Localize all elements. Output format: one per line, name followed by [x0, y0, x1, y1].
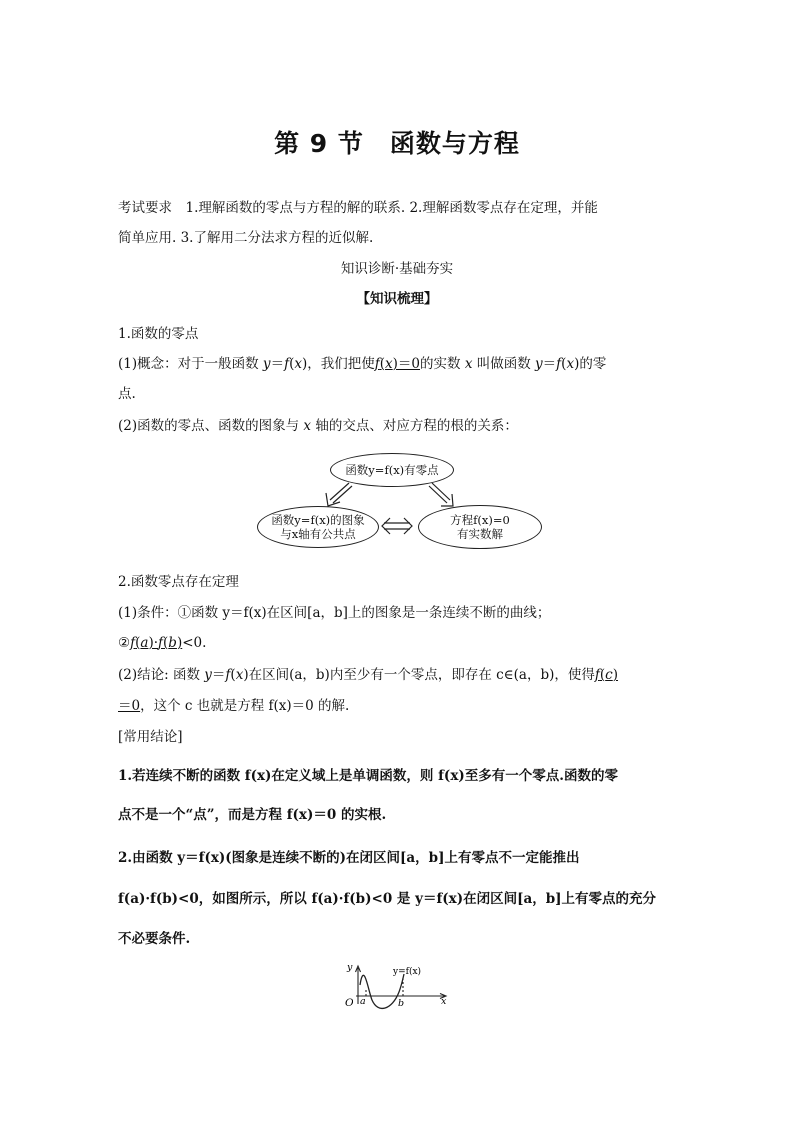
graph-x-label: x — [441, 996, 447, 1007]
item1-heading: 1.函数的零点 — [118, 326, 199, 342]
item2-conclusion-line-1: (2)结论: 函数 y＝f(x)在区间(a，b)内至少有一个零点，即存在 c∈(a，b)，使得f(c) — [118, 667, 619, 683]
item1-relation-line: (2)函数的零点、函数的图象与 x 轴的交点、对应方程的根的关系： — [118, 418, 518, 434]
diagram-left-text-1: 函数y=f(x)的图象 — [271, 513, 365, 527]
conclusion-1-line-1: 1.若连续不断的函数 f(x)在定义域上是单调函数，则 f(x)至多有一个零点.函数的零 — [118, 768, 618, 784]
graph-origin-label: O — [345, 997, 354, 1009]
item2-condition-line-2: ②f(a)·f(b)<0. — [118, 635, 207, 651]
item1-concept-line-2: 点. — [118, 386, 136, 402]
requirements-line-2: 简单应用. 3.了解用二分法求方程的近似解. — [118, 230, 374, 246]
item2-conclusion-line-2: ＝0，这个 c 也就是方程 f(x)＝0 的解. — [118, 698, 350, 714]
diagram-right-text-1: 方程f(x)=0 — [450, 513, 510, 527]
conclusion-2-line-2: f(a)·f(b)<0，如图所示，所以 f(a)·f(b)<0 是 y＝f(x)在闭区间[a，b]上有零点的充分 — [118, 891, 657, 907]
conclusion-1-line-2: 点不是一个“点”，而是方程 f(x)＝0 的实根. — [118, 807, 387, 823]
graph-curve-label: y=f(x) — [393, 967, 422, 977]
section-heading: 知识诊断·基础夯实 — [340, 261, 454, 277]
conclusions-heading: [常用结论] — [118, 729, 183, 745]
diagram-top-text: 函数y=f(x)有零点 — [345, 463, 439, 477]
item2-condition-line-1: (1)条件：①函数 y＝f(x)在区间[a，b]上的图象是一条连续不断的曲线； — [118, 605, 551, 621]
page-title: 第 9 节 函数与方程 — [274, 129, 520, 158]
conclusion-2-line-3: 不必要条件. — [118, 931, 191, 947]
graph-y-label: y — [347, 962, 353, 973]
item1-concept-line: (1)概念：对于一般函数 y＝f(x)，我们把使f(x)＝0的实数 x 叫做函数 y＝f(x)的零 — [118, 356, 607, 372]
subsection-heading: 【知识梳理】 — [356, 291, 438, 307]
diagram-right-text-2: 有实数解 — [456, 527, 503, 541]
conclusion-2-line-1: 2.由函数 y＝f(x)(图象是连续不断的)在闭区间[a，b]上有零点不一定能推出 — [118, 850, 580, 866]
requirements-label: 考试要求 — [118, 200, 172, 216]
graph-b-label: b — [398, 998, 405, 1009]
graph-a-label: a — [360, 996, 366, 1007]
item2-heading: 2.函数零点存在定理 — [118, 574, 239, 590]
requirements-text-1: 1.理解函数的零点与方程的解的联系. 2.理解函数零点存在定理，并能 — [185, 200, 598, 216]
diagram-left-text-2: 与x轴有公共点 — [280, 527, 356, 541]
